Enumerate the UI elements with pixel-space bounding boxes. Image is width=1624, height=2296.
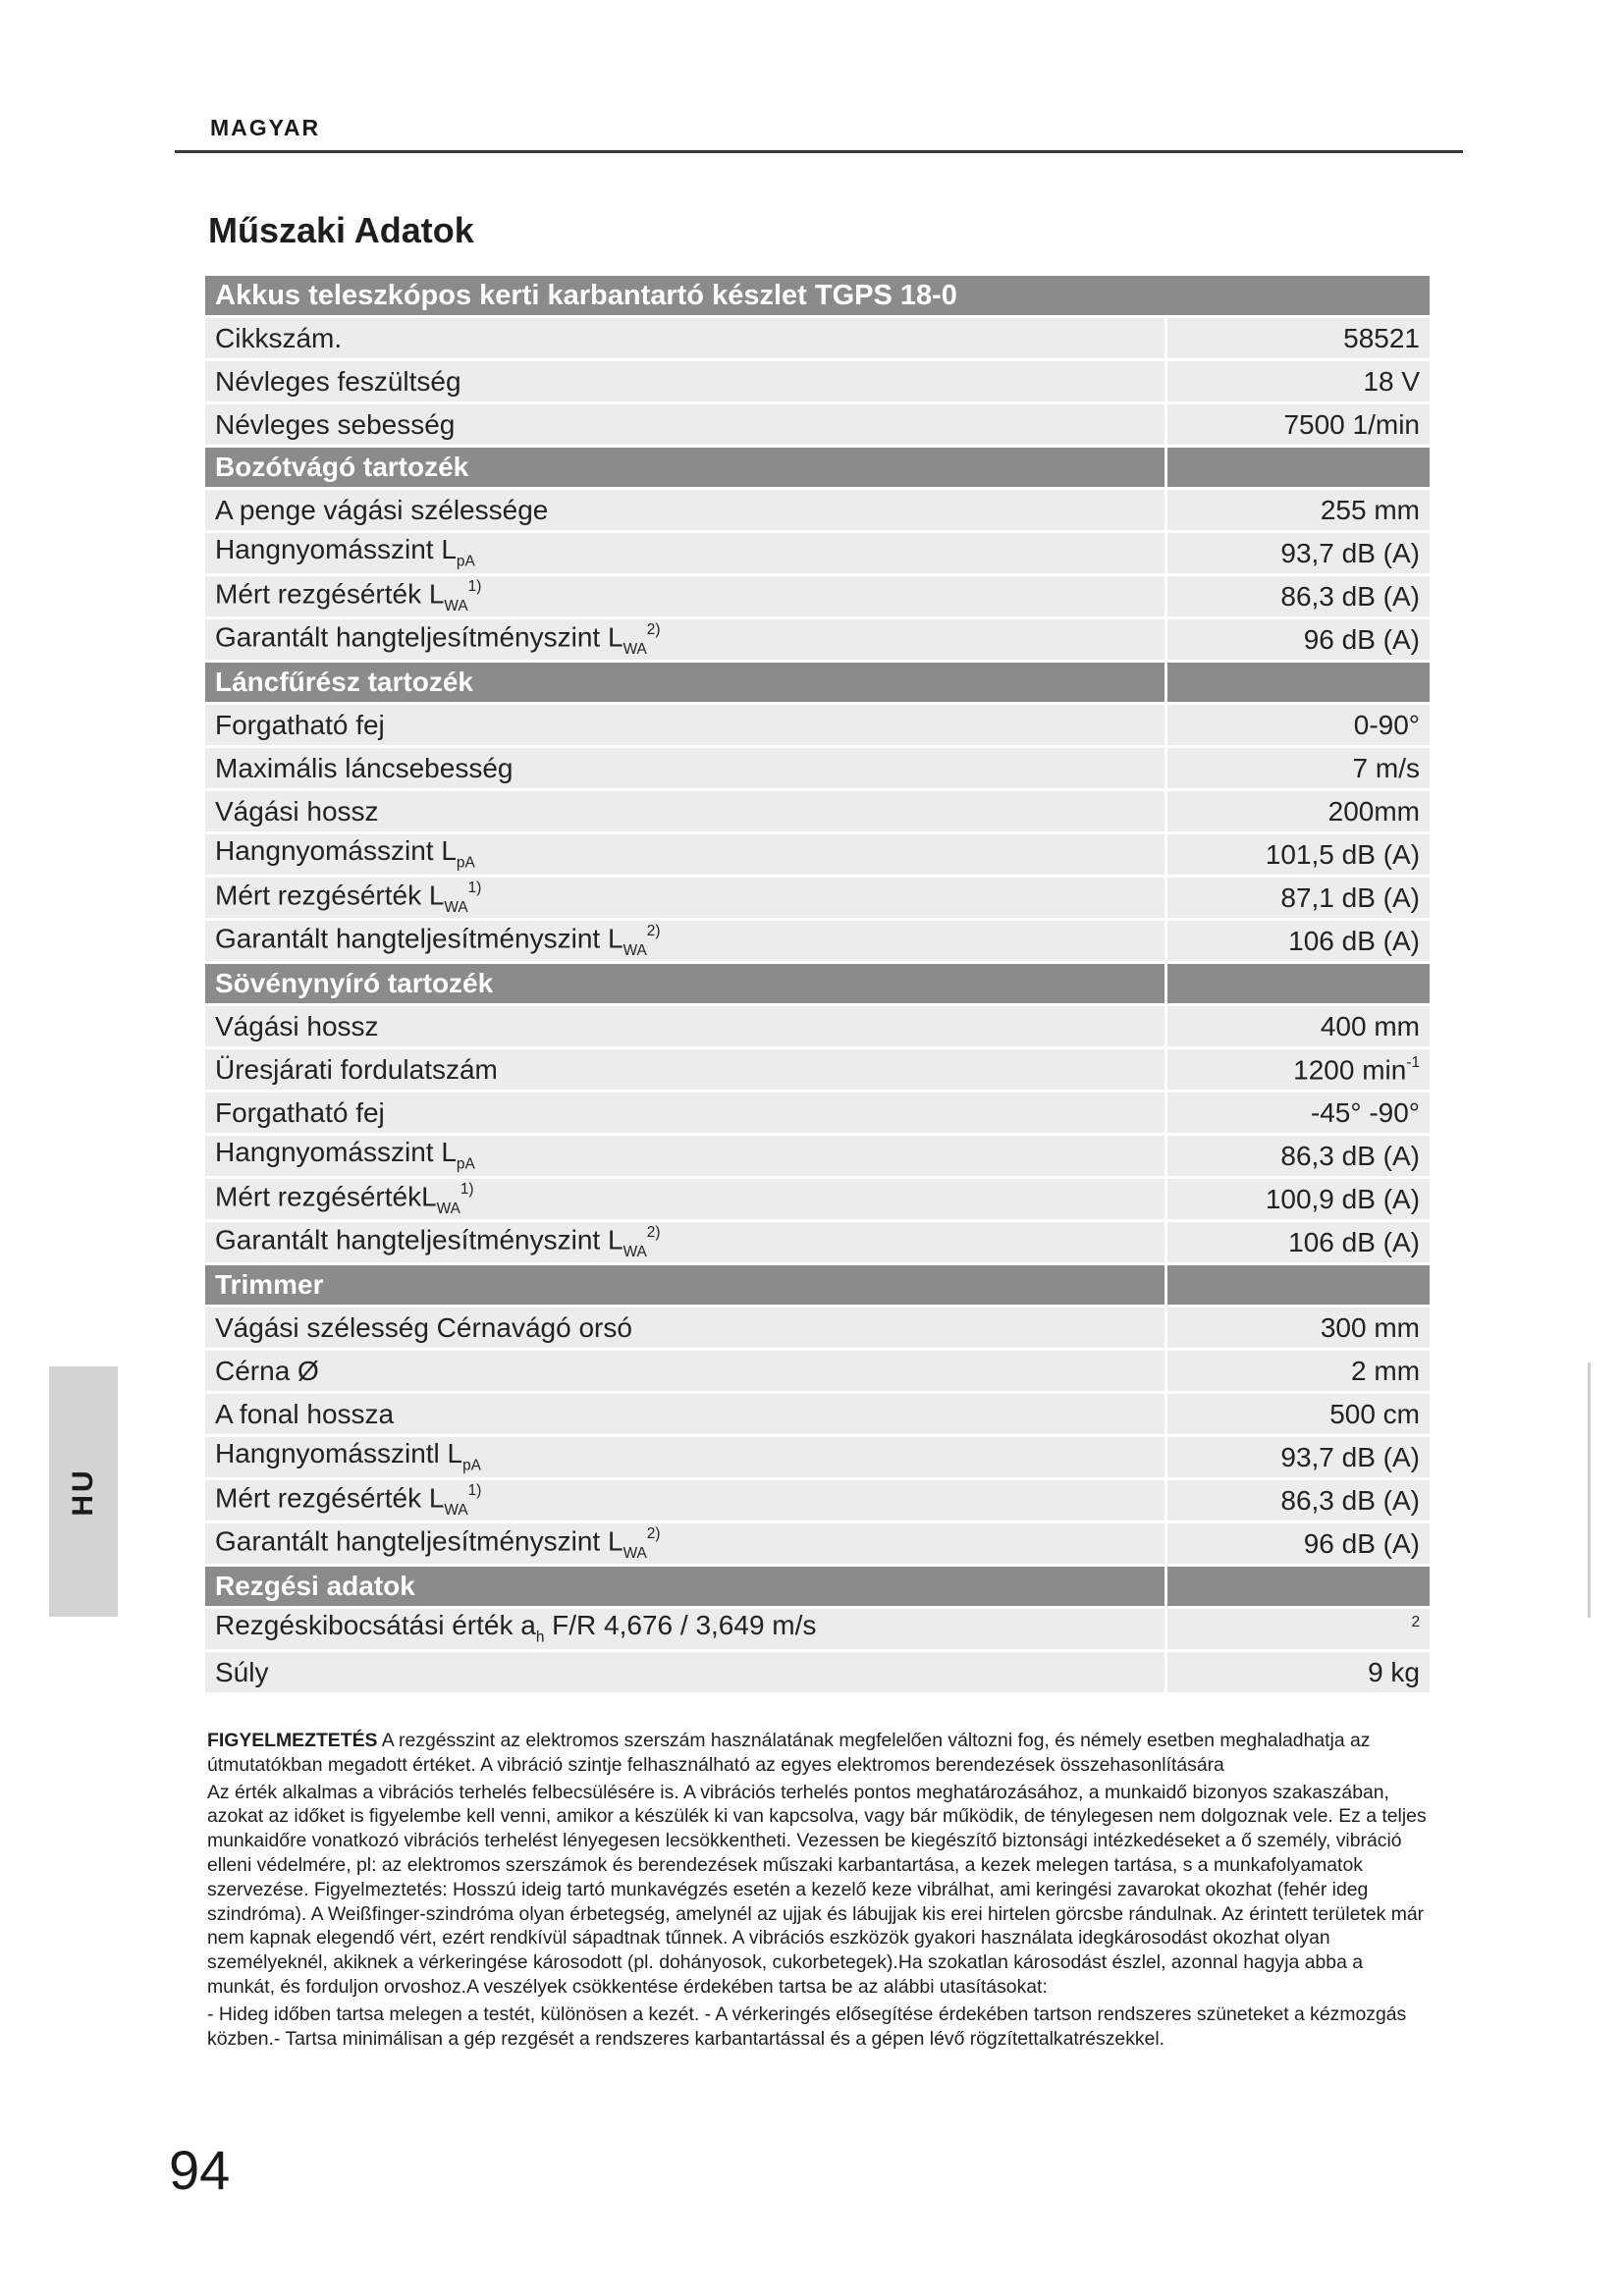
row-value: 500 cm xyxy=(1167,1394,1430,1437)
row-label: A fonal hossza xyxy=(205,1394,1167,1437)
table-row xyxy=(205,1136,1430,1179)
row-value: 18 V xyxy=(1167,361,1430,404)
section-title: Sövénynyíró tartozék xyxy=(205,964,1167,1006)
table-row xyxy=(205,834,1430,878)
table-row xyxy=(205,1480,1430,1523)
row-value: -45° -90° xyxy=(1167,1093,1430,1136)
table-row xyxy=(205,1093,1430,1136)
table-row xyxy=(205,1049,1430,1093)
row-value: 86,3 dB (A) xyxy=(1167,1480,1430,1523)
row-value: 0-90° xyxy=(1167,705,1430,748)
row-value: 106 dB (A) xyxy=(1167,1222,1430,1265)
row-label: Cérna Ø xyxy=(205,1351,1167,1394)
table-row xyxy=(205,318,1430,361)
row-value: 86,3 dB (A) xyxy=(1167,1136,1430,1179)
row-label: Hangnyomásszint $L_{pA}$ xyxy=(205,834,1167,878)
table-row xyxy=(205,1006,1430,1049)
row-label: Hangnyomásszintl $L_{pA}$ xyxy=(205,1437,1167,1480)
row-label: Hangnyomásszint $L_{pA}$ xyxy=(205,533,1167,576)
section-header-brush xyxy=(205,448,1430,490)
row-value: 2 xyxy=(1167,1609,1430,1652)
table-row xyxy=(205,878,1430,921)
section-header-product xyxy=(205,276,1430,318)
row-label: Üresjárati fordulatszám xyxy=(205,1049,1167,1093)
spec-table xyxy=(205,276,1430,1695)
row-value: 87,1 dB (A) xyxy=(1167,878,1430,921)
section-header-trimmer xyxy=(205,1265,1430,1308)
row-label: Forgatható fej xyxy=(205,705,1167,748)
row-value: 93,7 dB (A) xyxy=(1167,1437,1430,1480)
row-value: 106 dB (A) xyxy=(1167,921,1430,964)
row-value: 7500 1/min xyxy=(1167,404,1430,448)
row-label: Maximális láncsebesség xyxy=(205,748,1167,791)
table-row xyxy=(205,921,1430,964)
table-row xyxy=(205,1609,1430,1652)
page-number: 94 xyxy=(169,2139,231,2201)
row-label: Vágási hossz xyxy=(205,1006,1167,1049)
table-row xyxy=(205,1523,1430,1567)
row-label: Mért rezgésérték $L_{WA}^{1)}$ xyxy=(205,1480,1167,1523)
table-row xyxy=(205,361,1430,404)
warning-notes xyxy=(207,1729,1430,2051)
row-value: 1200 $\min^{-1}$ xyxy=(1167,1049,1430,1093)
table-row xyxy=(205,1394,1430,1437)
section-title: Bozótvágó tartozék xyxy=(205,448,1167,490)
section-spacer xyxy=(1167,1567,1430,1609)
edge-marker xyxy=(1588,1362,1591,1618)
table-row xyxy=(205,1222,1430,1265)
row-label: Súly xyxy=(205,1652,1167,1695)
row-value: 7 m/s xyxy=(1167,748,1430,791)
warning-paragraph: FIGYELMEZTETÉS A rezgésszint az elektromos szerszám használatának megfelelően változni fog, és némely esetben meghaladhatja az útmutatókban megadott értéket. A vibráció szintje felhasználható az egyes elektromos berendezések összehasonlítására xyxy=(207,1730,1371,1776)
language-side-tab xyxy=(49,1366,118,1617)
row-label: Névleges feszültség xyxy=(205,361,1167,404)
header-divider xyxy=(175,150,1463,153)
row-value: 9 kg xyxy=(1167,1652,1430,1695)
row-label: Hangnyomásszint $L_{pA}$ xyxy=(205,1136,1167,1179)
row-value: 101,5 dB (A) xyxy=(1167,834,1430,878)
section-spacer xyxy=(1167,964,1430,1006)
table-row xyxy=(205,1351,1430,1394)
row-label: Garantált hangteljesítményszint $L_{WA}^{2)}$ xyxy=(205,921,1167,964)
row-value: 200mm xyxy=(1167,791,1430,834)
section-spacer xyxy=(1167,448,1430,490)
warning-label: FIGYELMEZTETÉS xyxy=(207,1730,378,1751)
header-language: MAGYAR xyxy=(210,115,321,140)
row-value: 2 mm xyxy=(1167,1351,1430,1394)
row-value: 58521 xyxy=(1167,318,1430,361)
row-label: Névleges sebesség xyxy=(205,404,1167,448)
section-header-vibration xyxy=(205,1567,1430,1609)
product-title: Akkus teleszkópos kerti karbantartó készlet TGPS 18-0 xyxy=(205,276,1430,318)
table-row xyxy=(205,576,1430,619)
table-row xyxy=(205,490,1430,533)
row-label: Garantált hangteljesítményszint $L_{WA}^{2)}$ xyxy=(205,1523,1167,1567)
instructions-paragraph: - Hideg időben tartsa melegen a testét, különösen a kezét. - A vérkeringés elősegítése érdekében tartson rendszeres szüneteket a kézmozgás közben.- Tartsa minimálisan a gép rezgését a rendszeres karbantartással és a gépen lévő rögzítettalkatrészekkel. xyxy=(207,2002,1407,2050)
table-row xyxy=(205,791,1430,834)
row-label: Rezgéskibocsátási érték $a_h$ F/R 4,676 / 3,649 m/s xyxy=(205,1609,1167,1652)
row-label: Mért rezgésértékL$_{WA}^{1)}$ xyxy=(205,1179,1167,1222)
page-title: Műszaki Adatok xyxy=(208,210,474,250)
side-tab-label: HU xyxy=(67,1467,99,1517)
vibration-paragraph: Az érték alkalmas a vibrációs terhelés felbecsülésére is. A vibrációs terhelés pontos meghatározásához, a munkaidő bizonyos szakaszában, azokat az időket is figyelembe kell venni, amikor a készülék ki van kapcsolva, vagy bár működik, de ténylegesen nem dolgoznak vele. Ez a teljes munkaidőre vonatkozó vibrációs terhelést lényegesen lecsökkentheti. Vezessen be kiegészítő biztonsági intézkedéseket a ő személy, vibráció elleni védelmére, pl: az elektromos szerszámok és berendezések műszaki karbantartása, a kezek melegen tartása, s a munkafolyamatok szervezése. Figyelmeztetés: Hosszú ideig tartó munkavégzés esetén a kezelő keze vibrálhat, ami keringési zavarokat okozhat (fehér ideg szindróma). A Weißfinger-szindróma olyan érbetegség, amelynél az ujjak és lábujjak kis erei hirtelen görcsbe rándulnak. Az érintett területek már nem kapnak elegendő vért, ezért rendkívül sápadtnak tűnnek. A vibrációs eszközök gyakori használata idegkárosodást okozhat olyan személyeknél, akiknek a vérkeringése károsodott (pl. dohányosok, cukorbetegek).Ha szokatlan károsodást észlel, azonnal hagyja abba a munkát, és forduljon orvoshoz.A veszélyek csökkentése érdekében tartsa be az alábbi utasításokat: xyxy=(207,1781,1427,1998)
row-label: Mért rezgésérték $L_{WA}^{1)}$ xyxy=(205,576,1167,619)
row-value: 300 mm xyxy=(1167,1308,1430,1351)
table-row xyxy=(205,748,1430,791)
section-header-chainsaw xyxy=(205,663,1430,705)
row-value: 400 mm xyxy=(1167,1006,1430,1049)
row-value: 86,3 dB (A) xyxy=(1167,576,1430,619)
row-label: Forgatható fej xyxy=(205,1093,1167,1136)
row-label: Mért rezgésérték $L_{WA}^{1)}$ xyxy=(205,878,1167,921)
table-row xyxy=(205,404,1430,448)
row-value: 96 dB (A) xyxy=(1167,619,1430,663)
table-row xyxy=(205,533,1430,576)
row-value: 93,7 dB (A) xyxy=(1167,533,1430,576)
row-value: 100,9 dB (A) xyxy=(1167,1179,1430,1222)
row-label: Garantált hangteljesítményszint $L_{WA}^{2)}$ xyxy=(205,619,1167,663)
row-label: Cikkszám. xyxy=(205,318,1167,361)
table-row xyxy=(205,1179,1430,1222)
table-row xyxy=(205,1308,1430,1351)
table-row xyxy=(205,1652,1430,1695)
section-title: Láncfűrész tartozék xyxy=(205,663,1167,705)
table-row xyxy=(205,705,1430,748)
section-spacer xyxy=(1167,663,1430,705)
section-spacer xyxy=(1167,1265,1430,1308)
section-header-hedge xyxy=(205,964,1430,1006)
row-value: 96 dB (A) xyxy=(1167,1523,1430,1567)
table-row xyxy=(205,619,1430,663)
row-label: Vágási hossz xyxy=(205,791,1167,834)
row-value: 255 mm xyxy=(1167,490,1430,533)
table-row xyxy=(205,1437,1430,1480)
row-label: Garantált hangteljesítményszint $L_{WA}^{2)}$ xyxy=(205,1222,1167,1265)
row-label: Vágási szélesség Cérnavágó orsó xyxy=(205,1308,1167,1351)
section-title: Rezgési adatok xyxy=(205,1567,1167,1609)
row-label: A penge vágási szélessége xyxy=(205,490,1167,533)
section-title: Trimmer xyxy=(205,1265,1167,1308)
